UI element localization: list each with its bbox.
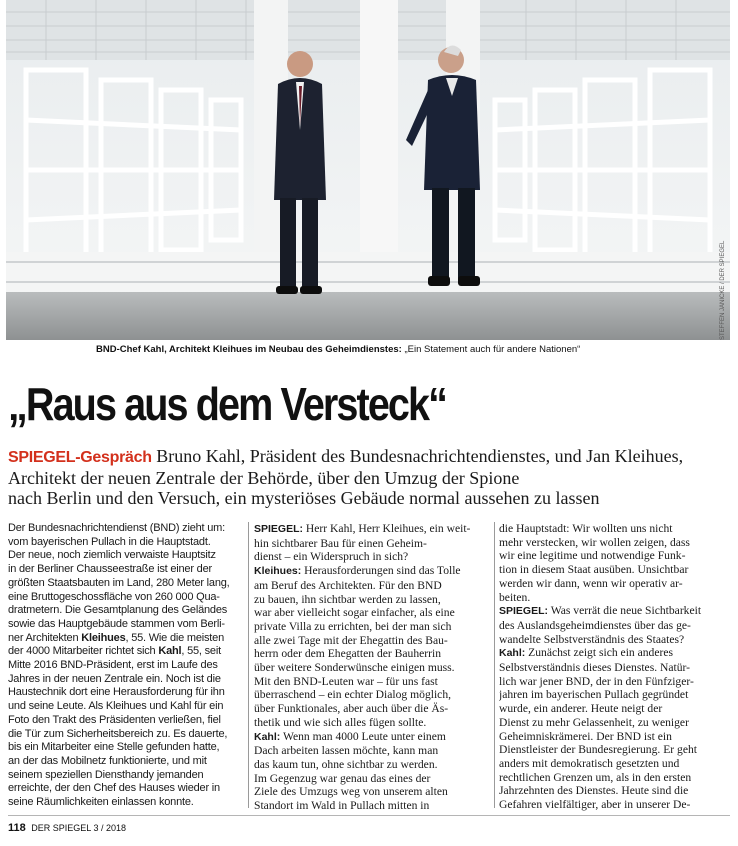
text-line xyxy=(254,550,490,564)
line-text: mehr verstecken, wir wollen zeigen, dass xyxy=(499,535,690,549)
text-line xyxy=(8,536,244,550)
line-text: lich war jener BND, der in den Fünfziger- xyxy=(499,674,694,688)
line-text: Was verrät die neue Sichtbarkeit xyxy=(548,604,702,618)
intro-line-2: Architekt der neuen Zentrale der Behörde, über den Umzug der Spione xyxy=(8,468,520,488)
line-text: beiten. xyxy=(499,590,531,604)
text-line xyxy=(8,782,244,796)
text-line xyxy=(254,522,490,537)
text-line xyxy=(499,730,731,744)
caption-bold: BND-Chef Kahl, Architekt Kleihues im Neubau des Geheimdienstes: xyxy=(96,344,402,355)
column-2 xyxy=(254,522,490,813)
line-text: werden wir dann, wenn wir operativ ar- xyxy=(499,576,683,590)
line-text: Ziele des Umzugs weg von unserem alten xyxy=(254,785,448,799)
page-footer xyxy=(8,822,126,834)
intro-line-1: Bruno Kahl, Präsident des Bundesnachrichtendienstes, und Jan Kleihues, xyxy=(151,446,684,466)
speaker-label: Kahl: xyxy=(254,730,281,743)
text-line xyxy=(8,796,244,810)
intro-kicker: SPIEGEL-Gespräch xyxy=(8,449,152,466)
line-text: Geheimniskrämerei. Der BND ist ein xyxy=(499,729,672,743)
line-text: bis ein Mitarbeiter eine Stelle gefunden hatte, xyxy=(8,741,220,754)
line-text: die Tür zum Sicherheitsbereich zu. Es dauerte, xyxy=(8,727,228,740)
text-line xyxy=(254,606,490,620)
text-line xyxy=(8,700,244,714)
line-text: anders mit demokratisch gesetzten und xyxy=(499,756,680,770)
line-text: Der Bundesnachrichtendienst (BND) zieht um: xyxy=(8,522,226,534)
article-headline: „Raus aus dem Versteck“ xyxy=(8,378,447,430)
line-text: Mit den BND-Leuten war – für uns fast xyxy=(254,674,438,688)
text-line xyxy=(254,744,490,758)
text-line xyxy=(499,646,731,661)
text-line xyxy=(254,634,490,648)
text-line xyxy=(8,549,244,563)
line-text: Gefahren vielfältiger, aber in unserer De- xyxy=(499,798,691,812)
text-line xyxy=(254,579,490,593)
line-text: Mitte 2016 BND-Präsident, erst im Laufe des xyxy=(8,659,218,672)
line-text: überraschend – ein echter Dialog möglich, xyxy=(254,688,452,702)
text-line xyxy=(8,686,244,700)
text-line xyxy=(254,647,490,661)
text-line xyxy=(8,741,244,755)
line-text: in der Berliner Chausseestraße ist einer der xyxy=(8,563,212,576)
text-line xyxy=(254,593,490,607)
text-line xyxy=(254,785,490,799)
text-line xyxy=(254,688,490,702)
text-line xyxy=(254,716,490,730)
text-line xyxy=(254,620,490,634)
text-line xyxy=(254,537,490,551)
text-line xyxy=(254,772,490,786)
line-text: alle zwei Tage mit der Ehegattin des Bau- xyxy=(254,633,448,647)
line-text: wandelte Selbstverständnis des Staates? xyxy=(499,632,685,646)
text-line xyxy=(8,577,244,591)
text-line xyxy=(499,798,731,812)
line-text: zu bauen, ihn sichtbar werden zu lassen, xyxy=(254,592,441,606)
speaker-label: Kahl xyxy=(158,645,182,658)
line-text: wir eine legitime und notwendige Funk- xyxy=(499,549,686,563)
intro-line-3: nach Berlin und den Versuch, ein mysteriöses Gebäude normal aussehen zu lassen xyxy=(8,488,600,508)
text-line xyxy=(254,661,490,675)
line-text: , 55, seit xyxy=(181,645,221,658)
text-line xyxy=(499,619,731,633)
line-text: erreichte, der den Chef des Hauses wieder in xyxy=(8,782,220,795)
text-line xyxy=(254,799,490,813)
article-intro xyxy=(8,446,734,508)
line-text: jahren im bayerischen Pullach gegründet xyxy=(499,688,689,702)
text-line xyxy=(254,702,490,716)
line-text: Herr Kahl, Herr Kleihues, ein weit- xyxy=(303,522,471,535)
text-line xyxy=(499,675,731,689)
line-text: Dienstleister der Bundesregierung. Er geht xyxy=(499,743,697,757)
line-text: Zunächst zeigt sich ein anderes xyxy=(525,646,674,660)
text-line xyxy=(8,563,244,577)
line-text: , 55. Wie die meisten xyxy=(125,631,224,644)
text-line xyxy=(8,714,244,728)
line-text: Im Gegenzug war genau das eines der xyxy=(254,771,431,785)
text-line xyxy=(499,604,731,619)
page-number: 118 xyxy=(8,822,26,834)
line-text: Der neue, noch ziemlich verwaiste Hauptsitz xyxy=(8,549,216,562)
line-text: war aber vielleicht sogar einfacher, als eine xyxy=(254,606,455,620)
line-text: Selbstverständnis dieses Dienstes. Natür- xyxy=(499,661,691,675)
line-text: über weitere Sonderwünsche einigen muss. xyxy=(254,661,455,675)
text-line xyxy=(8,769,244,783)
line-text: rechtlichen Grenzen um, als in den ersten xyxy=(499,770,692,784)
line-text: herrn oder dem Ehegatten der Bauherrin xyxy=(254,647,442,661)
line-text: Dach arbeiten lassen möchte, kann man xyxy=(254,744,439,758)
line-text: tion in diesem Staat ausüben. Unsichtbar xyxy=(499,563,689,577)
line-text: Jahres in der neuen Zentrale ein. Noch ist die xyxy=(8,672,221,685)
text-line xyxy=(8,618,244,632)
text-line xyxy=(8,728,244,742)
text-line xyxy=(499,702,731,716)
text-line xyxy=(499,784,731,798)
line-text: am Beruf des Architekten. Für den BND xyxy=(254,578,442,592)
line-text: Standort im Wald in Pullach mitten in xyxy=(254,799,430,813)
text-line xyxy=(8,755,244,769)
text-line xyxy=(499,563,731,577)
article-photo xyxy=(6,0,730,340)
line-text: der 4000 Mitarbeiter richtet sich xyxy=(8,645,159,658)
line-text: ner Architekten xyxy=(8,631,82,644)
line-text: des Auslandsgeheimdienstes über das ge- xyxy=(499,618,691,632)
text-line xyxy=(8,522,244,536)
text-line xyxy=(499,633,731,647)
photo-caption xyxy=(96,344,716,355)
line-text: Foto den Trakt des Präsidenten verließen, fiel xyxy=(8,713,221,726)
line-text: vom bayerischen Pullach in die Hauptstadt. xyxy=(8,535,211,548)
text-line xyxy=(254,564,490,579)
text-line xyxy=(8,591,244,605)
line-text: über Funktionales, aber auch über die Äs- xyxy=(254,702,449,716)
line-text: und seine Leute. Als Kleihues und Kahl für ein xyxy=(8,700,224,713)
line-text: hin sichtbarer Bau für einen Geheim- xyxy=(254,536,427,550)
text-line xyxy=(499,771,731,785)
line-text: Dienst zu mehr Gelassenheit, zu weniger xyxy=(499,715,689,729)
line-text: an der das Mobilnetz funktionierte, und mit xyxy=(8,754,207,767)
line-text: die Hauptstadt: Wir wollten uns nicht xyxy=(499,522,673,535)
line-text: eine Bruttogeschossfläche von 260 000 Qua- xyxy=(8,590,220,603)
line-text: Haustechnik dort eine Herausforderung für ihn xyxy=(8,686,225,699)
line-text: seinem speziellen Diensthandy jemanden xyxy=(8,768,204,781)
line-text: Jahrzehnten des Dienstes. Heute sind die xyxy=(499,784,689,798)
column-1 xyxy=(8,522,244,810)
line-text: Herausforderungen sind das Tolle xyxy=(301,564,461,578)
magazine-issue: DER SPIEGEL 3 / 2018 xyxy=(31,823,126,833)
caption-text: „Ein Statement auch für andere Nationen“ xyxy=(401,344,581,355)
speaker-label: Kleihues xyxy=(81,631,126,644)
text-line xyxy=(8,659,244,673)
line-text: größten Staatsbauten im Land, 280 Meter lang, xyxy=(8,576,230,589)
line-text: seine Räumlichkeiten einlassen konnte. xyxy=(8,796,194,809)
text-line xyxy=(499,577,731,591)
column-3 xyxy=(499,522,731,812)
line-text: dratmetern. Die Gesamtplanung des Geländes xyxy=(8,604,228,617)
text-line xyxy=(254,730,490,745)
speaker-label: SPIEGEL: xyxy=(499,605,549,618)
text-line xyxy=(8,604,244,618)
column-divider-1 xyxy=(248,522,249,808)
column-divider-2 xyxy=(494,522,495,808)
line-text: sowie das Hauptgebäude stammen vom Berli- xyxy=(8,617,225,630)
text-line xyxy=(8,632,244,646)
text-line xyxy=(499,661,731,675)
line-text: wurde, ein anderer. Heute neigt der xyxy=(499,702,663,716)
speaker-label: SPIEGEL: xyxy=(254,523,304,535)
line-text: private Villa zu errichten, bei der man sich xyxy=(254,619,452,633)
footer-rule xyxy=(8,815,730,816)
speaker-label: Kleihues: xyxy=(254,565,302,578)
line-text: Wenn man 4000 Leute unter einem xyxy=(280,729,446,743)
text-line xyxy=(8,645,244,659)
line-text: das kaum tun, ohne sichtbar zu werden. xyxy=(254,757,438,771)
line-text: thetik und wie sich alles fügen sollte. xyxy=(254,715,427,729)
speaker-label: Kahl: xyxy=(499,647,526,660)
text-line xyxy=(254,675,490,689)
text-line xyxy=(499,522,731,536)
text-line xyxy=(499,536,731,550)
line-text: dienst – ein Widerspruch in sich? xyxy=(254,550,409,564)
text-line xyxy=(499,591,731,605)
text-line xyxy=(8,673,244,687)
text-line xyxy=(499,716,731,730)
text-line xyxy=(499,688,731,702)
text-line xyxy=(499,757,731,771)
atrium-illustration xyxy=(6,0,730,340)
text-line xyxy=(254,758,490,772)
photo-credit: STEFFEN JÄNICKE / DER SPIEGEL xyxy=(720,240,726,340)
text-line xyxy=(499,549,731,563)
text-line xyxy=(499,743,731,757)
